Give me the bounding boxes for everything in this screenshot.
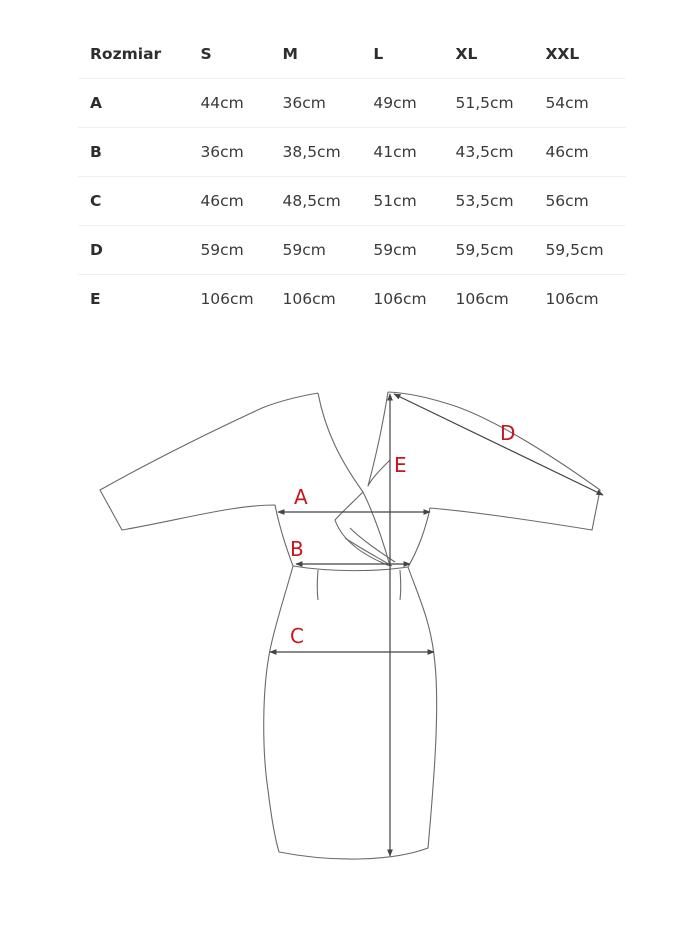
table-cell: 59cm bbox=[373, 226, 455, 275]
header-cell: XXL bbox=[545, 30, 626, 79]
header-cell: L bbox=[373, 30, 455, 79]
table-cell: 59,5cm bbox=[456, 226, 546, 275]
label-c: C bbox=[290, 624, 304, 648]
skirt-dart-right bbox=[400, 570, 401, 600]
header-cell: S bbox=[200, 30, 282, 79]
row-label: C bbox=[78, 177, 200, 226]
skirt-dart-left bbox=[317, 570, 318, 600]
waist-seam bbox=[293, 566, 408, 571]
table-cell: 38,5cm bbox=[283, 128, 374, 177]
label-b: B bbox=[290, 537, 304, 561]
table-cell: 54cm bbox=[545, 79, 626, 128]
table-cell: 49cm bbox=[373, 79, 455, 128]
neckline bbox=[318, 392, 390, 566]
table-cell: 36cm bbox=[283, 79, 374, 128]
table-cell: 56cm bbox=[545, 177, 626, 226]
measurement-lines bbox=[270, 394, 603, 856]
table-cell: 36cm bbox=[200, 128, 282, 177]
table-cell: 59,5cm bbox=[545, 226, 626, 275]
row-label: E bbox=[90, 290, 101, 308]
table-cell: 106cm bbox=[373, 290, 427, 308]
table-cell: 59cm bbox=[200, 226, 282, 275]
table-cell: 46cm bbox=[200, 177, 282, 226]
label-e: E bbox=[394, 453, 407, 477]
row-label: D bbox=[78, 226, 200, 275]
table-cell: 44cm bbox=[200, 79, 282, 128]
header-cell: XL bbox=[456, 30, 546, 79]
drape-fold-1 bbox=[345, 538, 392, 566]
table-cell: 43,5cm bbox=[456, 128, 546, 177]
table-cell: 59cm bbox=[283, 226, 374, 275]
table-cell: 48,5cm bbox=[283, 177, 374, 226]
row-label: A bbox=[78, 79, 200, 128]
table-cell: 106cm bbox=[455, 290, 509, 308]
row-label: B bbox=[78, 128, 200, 177]
dress-outline bbox=[100, 392, 600, 859]
table-cell: 106cm bbox=[282, 290, 336, 308]
table-cell: 106cm bbox=[200, 290, 254, 308]
header-cell: Rozmiar bbox=[78, 30, 200, 79]
table-cell: 51cm bbox=[373, 177, 455, 226]
label-a: A bbox=[294, 485, 308, 509]
dress-silhouette bbox=[100, 392, 600, 859]
table-cell: 41cm bbox=[373, 128, 455, 177]
table-cell: 46cm bbox=[545, 128, 626, 177]
table-cell: 53,5cm bbox=[456, 177, 546, 226]
label-d: D bbox=[500, 421, 516, 445]
header-cell: M bbox=[283, 30, 374, 79]
table-cell: 51,5cm bbox=[456, 79, 546, 128]
table-cell: 106cm bbox=[545, 290, 599, 308]
measure-line-d bbox=[394, 394, 603, 495]
